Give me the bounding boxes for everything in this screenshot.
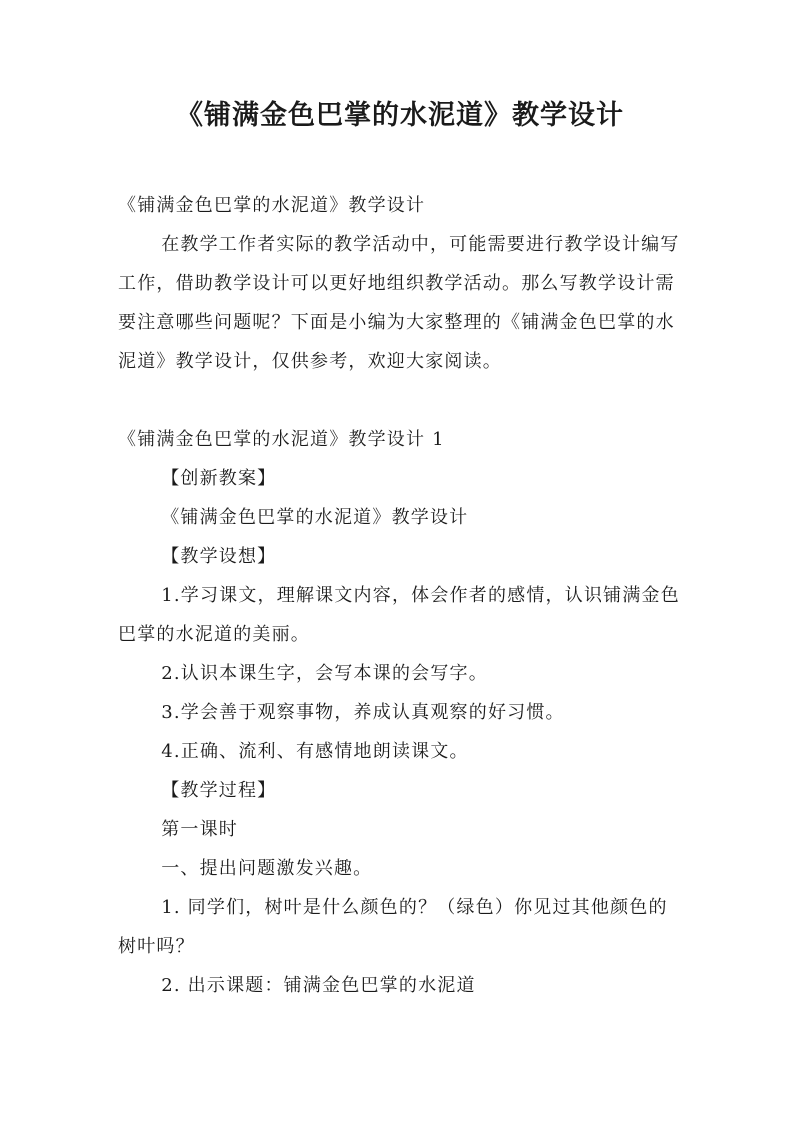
paragraph-section-heading: 《铺满金色巴掌的水泥道》教学设计 1 [118, 429, 445, 450]
paragraph-goal-2: 2.认识本课生字，会写本课的会写字。 [161, 663, 488, 684]
paragraph-goal-1: 1.学习课文，理解课文内容，体会作者的感情，认识铺满金色巴掌的水泥道的美丽。 [118, 585, 680, 645]
paragraph-gap [118, 381, 686, 420]
paragraph-process-label: 【教学过程】 [161, 780, 277, 801]
paragraph-teaching-idea-label: 【教学设想】 [161, 546, 277, 567]
paragraph-goal-4: 4.正确、流利、有感情地朗读课文。 [161, 741, 469, 762]
paragraph-goal-3: 3.学会善于观察事物，养成认真观察的好习惯。 [161, 702, 565, 723]
paragraph-intro: 在教学工作者实际的教学活动中，可能需要进行教学设计编写工作，借助教学设计可以更好地组织教学活动。那么写教学设计需要注意哪些问题呢？下面是小编为大家整理的《铺满金色巴掌的水泥道》教学设计，仅供参考，欢迎大家阅读。 [118, 234, 680, 372]
paragraph-question-2: 2. 出示课题：铺满金色巴掌的水泥道 [161, 975, 476, 996]
document-body [118, 186, 686, 1005]
paragraph-step-one: 一、提出问题激发兴趣。 [161, 858, 373, 879]
paragraph-lesson-name: 《铺满金色巴掌的水泥道》教学设计 [161, 507, 469, 528]
document-title: 《铺满金色巴掌的水泥道》教学设计 [176, 100, 624, 131]
paragraph-question-1: 1. 同学们，树叶是什么颜色的？（绿色）你见过其他颜色的树叶吗？ [118, 897, 668, 957]
paragraph-first-lesson: 第一课时 [161, 819, 238, 840]
paragraph-innovation-label: 【创新教案】 [161, 468, 277, 489]
paragraph-subtitle: 《铺满金色巴掌的水泥道》教学设计 [118, 195, 426, 216]
